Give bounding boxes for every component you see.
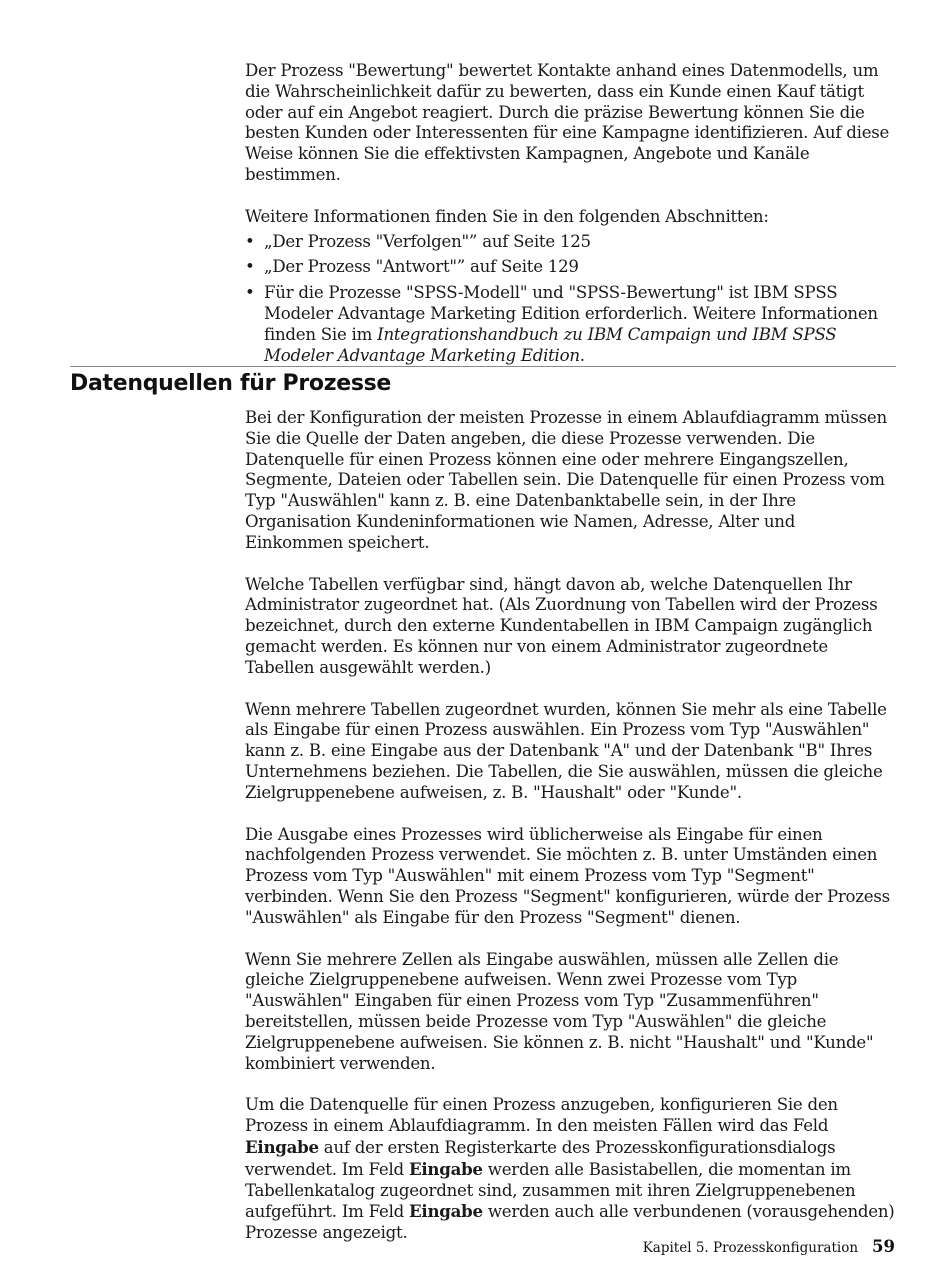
body-text: werden alle Basistabellen, die momentan im Tabellenkatalog zugeordnet sind, zusammen mit ihren Zielgruppenebenen aufgeführt. Im Feld (245, 1159, 856, 1222)
body-paragraph-6 (245, 1095, 897, 1244)
field-name-eingabe: Eingabe (409, 1201, 483, 1222)
reference-list (245, 232, 897, 367)
body-paragraph-3: Wenn mehrere Tabellen zugeordnet wurden, können Sie mehr als eine Tabelle als Eingabe für einen Prozess auswählen. Ein Prozess vom Typ "Auswählen" kann z. B. eine Eingabe aus der Datenbank "A" und der Datenbank "B" Ihres Unternehmens beziehen. Die Tabellen, die Sie auswählen, müssen die gleiche Zielgruppenebene aufweisen, z. B. "Haushalt" oder "Kunde". (245, 699, 887, 802)
intro-block (245, 61, 897, 371)
page-number: 59 (872, 1237, 895, 1256)
spss-note-text: Für die Prozesse "SPSS-Modell" und "SPSS-Bewertung" ist IBM SPSS Modeler Advantage Marketing Edition erforderlich. Weitere Informationen finden Sie im (264, 283, 878, 344)
body-paragraph-1: Bei der Konfiguration der meisten Prozesse in einem Ablaufdiagramm müssen Sie die Quelle der Daten angeben, die diese Prozesse verwenden. Die Datenquelle für einen Prozess können eine oder mehrere Eingangszellen, Segmente, Dateien oder Tabellen sein. Die Datenquelle für einen Prozess vom Typ "Auswählen" kann z. B. eine Datenbanktabelle sein, in der Ihre Organisation Kundeninformationen wie Namen, Adresse, Alter und Einkommen speichert. (245, 408, 887, 552)
body-paragraph-2: Welche Tabellen verfügbar sind, hängt davon ab, welche Datenquellen Ihr Administrator zugeordnet hat. (Als Zuordnung von Tabellen wird der Prozess bezeichnet, durch den externe Kundentabellen in IBM Campaign zugänglich gemacht werden. Es können nur von einem Administrator zugeordnete Tabellen ausgewählt werden.) (245, 574, 878, 677)
body-text: auf der ersten Registerkarte des Prozesskonfigurationsdialogs verwendet. Im Feld (245, 1137, 836, 1179)
spss-note-item (245, 283, 897, 366)
body-paragraph-5: Wenn Sie mehrere Zellen als Eingabe auswählen, müssen alle Zellen die gleiche Zielgruppenebene aufweisen. Wenn zwei Prozesse vom Typ "Auswählen" Eingaben für einen Prozess vom Typ "Zusammenführen" bereitstellen, müssen beide Prozesse vom Typ "Auswählen" die gleiche Zielgruppenebene aufweisen. Sie können z. B. nicht "Haushalt" und "Kunde" kombiniert verwenden. (245, 949, 874, 1073)
body-text: werden auch alle verbundenen (vorausgehenden) Prozesse angezeigt. (245, 1202, 895, 1243)
page-footer (643, 1237, 895, 1258)
reference-link-verfolgen[interactable]: • „Der Prozess "Verfolgen"” auf Seite 125 (245, 232, 897, 253)
reference-link-antwort[interactable]: • „Der Prozess "Antwort"” auf Seite 129 (245, 257, 897, 278)
body-paragraph-4: Die Ausgabe eines Prozesses wird üblicherweise als Eingabe für einen nachfolgenden Prozess verwendet. Sie möchten z. B. unter Umständen einen Prozess vom Typ "Auswählen" mit einem Prozess vom Typ "Segment" verbinden. Wenn Sie den Prozess "Segment" konfigurieren, würde der Prozess "Auswählen" als Eingabe für den Prozess "Segment" dienen. (245, 824, 890, 927)
spss-note-end: . (579, 345, 585, 365)
intro-paragraph: Der Prozess "Bewertung" bewertet Kontakte anhand eines Datenmodells, um die Wahrscheinlichkeit dafür zu bewerten, dass ein Kunde einen Kauf tätigt oder auf ein Angebot reagiert. Durch die präzise Bewertung können Sie die besten Kunden oder Interessenten für eine Kampagne identifizieren. Auf diese Weise können Sie die effektivsten Kampagnen, Angebote und Kanäle bestimmen. (245, 61, 890, 184)
chapter-title: Kapitel 5. Prozesskonfiguration (642, 1240, 859, 1256)
section-heading: Datenquellen für Prozesse (70, 371, 392, 396)
section-body (245, 408, 897, 1265)
field-name-eingabe: Eingabe (245, 1136, 319, 1157)
integration-guide-title: Integrationshandbuch zu IBM Campaign und IBM SPSS Modeler Advantage Marketing Edition (264, 324, 837, 365)
field-name-eingabe: Eingabe (408, 1158, 483, 1179)
section-divider (70, 366, 896, 367)
more-info-text: Weitere Informationen finden Sie in den folgenden Abschnitten: (245, 206, 769, 226)
body-text: Um die Datenquelle für einen Prozess anzugeben, konfigurieren Sie den Prozess in einem Ablaufdiagramm. In den meisten Fällen wird das Feld (245, 1095, 838, 1136)
